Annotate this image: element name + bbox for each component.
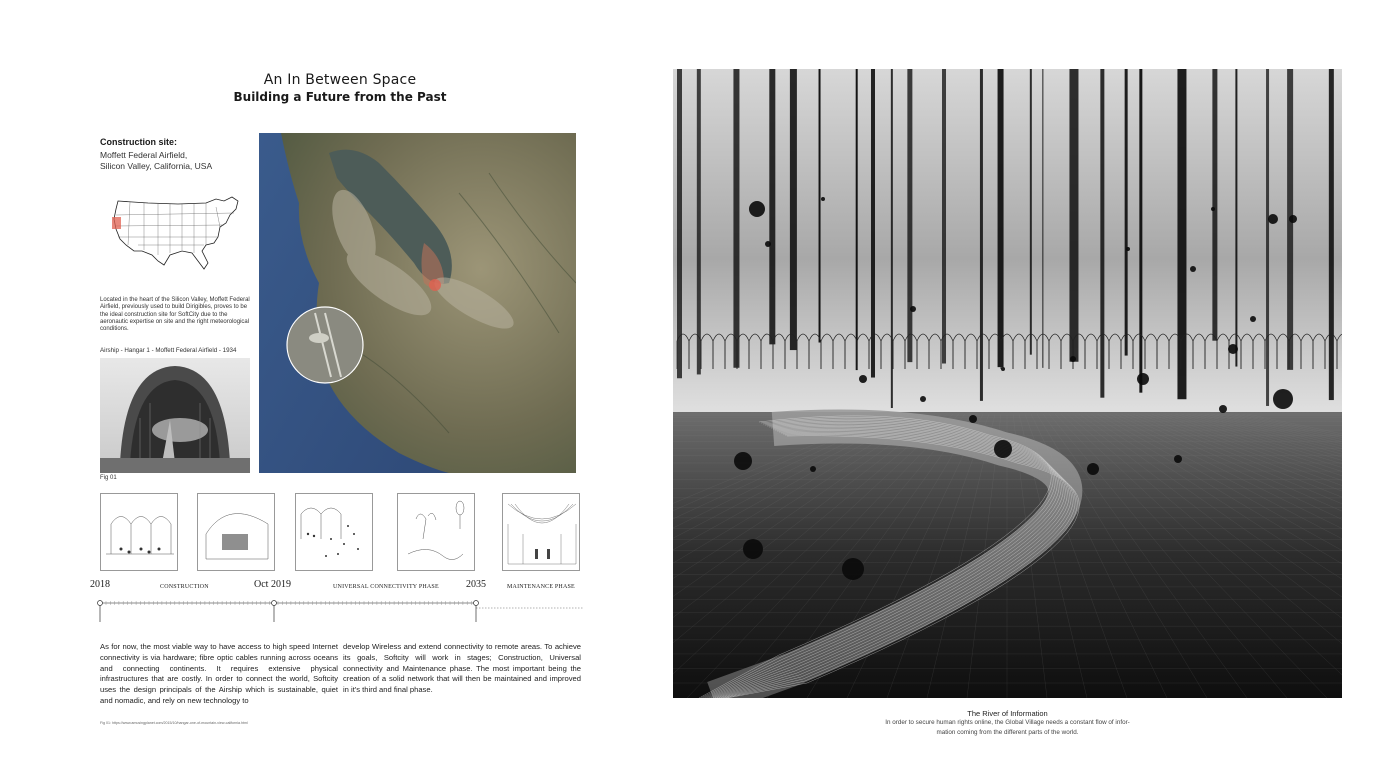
site-marker	[112, 217, 121, 229]
page-title: An In Between Space	[263, 72, 417, 88]
timeline-axis	[96, 594, 586, 624]
site-location-line: Silicon Valley, California, USA	[100, 161, 213, 171]
site-label: Construction site:	[100, 137, 178, 147]
render-caption-line-2: mation coming from the different parts of the world.	[936, 729, 1079, 736]
body-text-column-1: As for now, the most viable way to have access to high speed Internet connectivity is via hardware; fibre optic cables running across oceans and connecting continents. It requires extensive physical infrastructures that are costly. In order to connect the world, Softcity uses the design principals of the Airship which is sustainable, quiet and nomadic, and rely on new technology to	[100, 642, 338, 705]
site-marker	[429, 279, 441, 291]
phase-sketch-construction-2	[197, 493, 275, 571]
body-text-column-2: develop Wireless and extend connectivity to remote areas. To achieve its goals, Softcity will work in stages; Construction, Universal connectivity and Maintenance phase. The most important being the creation of a solid network that will then be maintained and improved in it's third and final phase.	[343, 642, 581, 695]
airfield-inset	[287, 307, 363, 383]
phase-sketch-connectivity-2	[397, 493, 475, 571]
timeline-phase-construction: CONSTRUCTION	[160, 584, 209, 590]
aerial-satellite-map	[259, 133, 576, 473]
photo-caption: Airship - Hangar 1 - Moffett Federal Airfield - 1934	[100, 347, 237, 354]
figure-label: Fig 01	[100, 475, 117, 481]
phase-sketch-connectivity-1	[295, 493, 373, 571]
timeline-phase-connectivity: UNIVERSAL CONNECTIVITY PHASE	[333, 584, 439, 590]
page-subtitle: Building a Future from the Past	[233, 90, 447, 104]
render-title: The River of Information	[967, 709, 1048, 718]
us-locator-map	[108, 193, 244, 273]
timeline-phase-maintenance: MAINTENANCE PHASE	[507, 584, 575, 590]
timeline-year-mid: Oct 2019	[254, 579, 291, 590]
timeline-year-start: 2018	[90, 579, 110, 590]
site-description: Located in the heart of the Silicon Valley, Moffett Federal Airfield, previously used to build Dirigibles, proves to be the ideal construction site for SoftCity due to the aeronautic expertise on site and the right meteorological conditions.	[100, 297, 250, 333]
figure-footnote: Fig 01: https://www.amusingplanet.com/2015/10/hangar-one-of-mountain-view-california.html	[100, 721, 248, 725]
hangar-photo	[100, 358, 250, 473]
phase-sketch-construction-1	[100, 493, 178, 571]
river-of-information-render	[673, 69, 1342, 698]
site-name-line: Moffett Federal Airfield,	[100, 150, 188, 160]
render-caption-line-1: In order to secure human rights online, the Global Village needs a constant flow of infor-	[885, 719, 1130, 726]
timeline-year-end: 2035	[466, 579, 486, 590]
phase-sketch-maintenance	[502, 493, 580, 571]
